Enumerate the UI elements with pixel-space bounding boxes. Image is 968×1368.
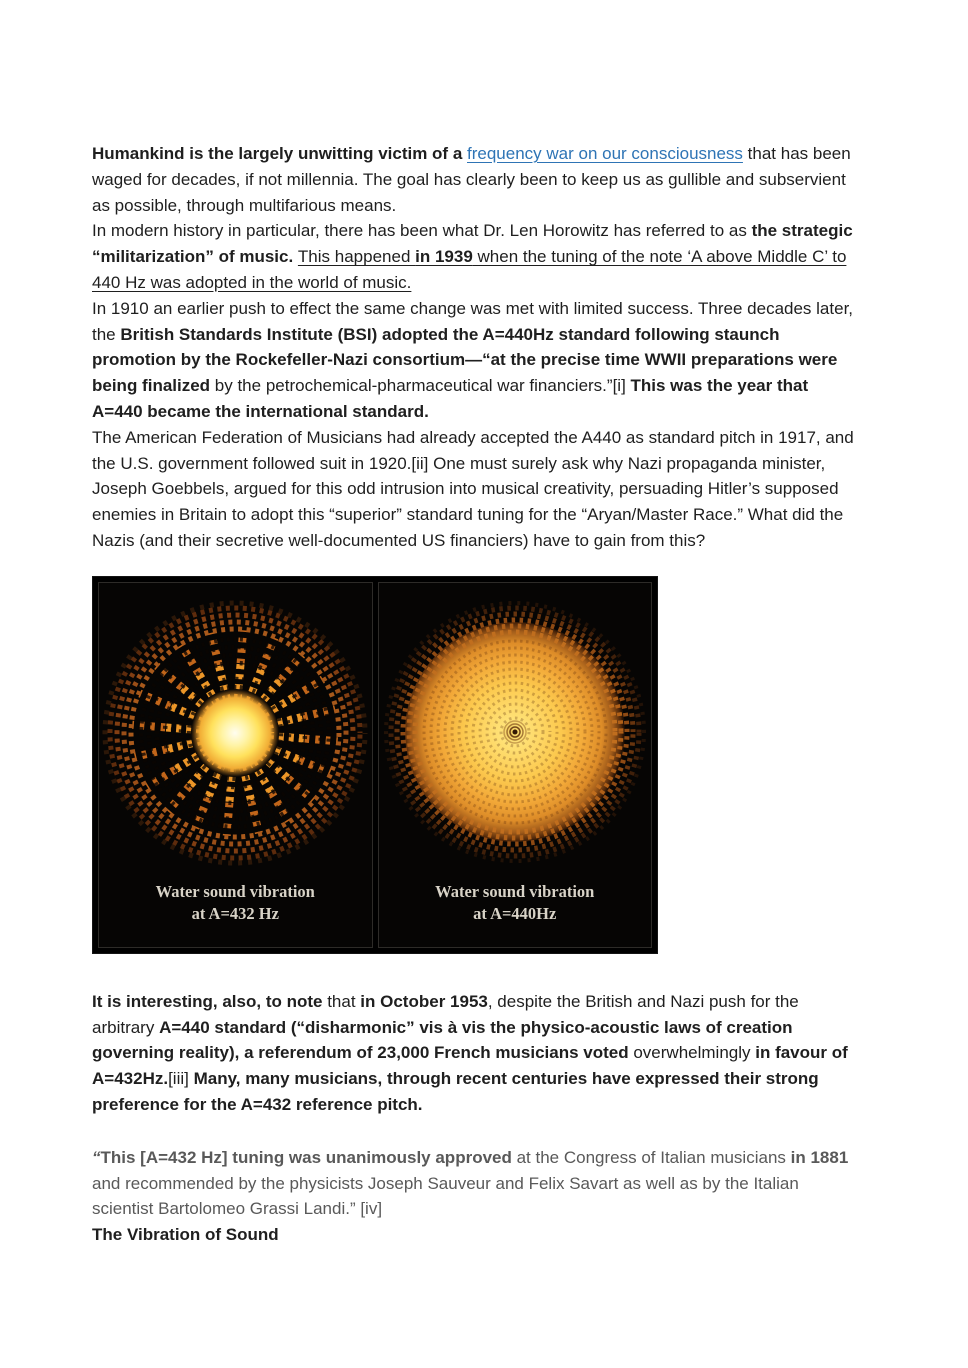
paragraph-italian-congress-quote: [92, 1145, 862, 1222]
paragraph-militarization-of-music: [92, 218, 862, 295]
figure-water-sound-vibration: [92, 576, 658, 954]
figure-caption-440: [435, 881, 594, 925]
text-segment: The Vibration of Sound: [92, 1225, 279, 1245]
text-segment: This was the year that A=440 became the international standard.: [92, 376, 809, 421]
paragraph-bsi-standard: [92, 296, 862, 425]
paragraph-american-federation: [92, 425, 862, 554]
text-segment: This [A=432 Hz] tuning was unanimously approved: [100, 1147, 517, 1167]
text-segment: The American Federation of Musicians had already accepted the A440 as standard pitch in 1917, and the U.S. government followed suit in 1920.[ii] One must surely ask why Nazi propaganda minister, Joseph Goebbels, argued for this odd intrusion into musical creativity, persuading Hitler’s supposed enemies in Britain to adopt this “superior” standard tuning for the “Aryan/Master Race.” What did the Nazis (and their secretive well-documented US financiers) have to gain from this?: [92, 427, 854, 550]
cymatics-432-image: [100, 583, 370, 883]
text-segment: at the Congress of Italian musicians: [516, 1147, 791, 1167]
text-segment: British Standards Institute (BSI) adopted the A=440Hz standard following staunch promotion by the Rockefeller-Nazi consortium—“at the precise time WWII preparations were being finalized: [92, 324, 838, 396]
figure-caption-432-line2: at A=432 Hz: [191, 903, 279, 923]
text-segment: in October 1953: [360, 991, 488, 1011]
text-segment: This happened: [297, 247, 416, 267]
text-segment: the strategic “militarization” of music.: [92, 221, 853, 267]
article-section-bottom: [92, 989, 862, 1248]
article-section-top: [92, 141, 862, 554]
text-segment: overwhelmingly: [633, 1043, 756, 1063]
figure-caption-432-line1: Water sound vibration: [155, 881, 315, 901]
text-segment: in 1939: [415, 247, 473, 267]
text-segment: in 1881: [790, 1147, 849, 1167]
text-segment: In 1910 an earlier push to effect the same change was met with limited success. Three decades later, the: [92, 298, 854, 344]
figure-caption-440-line1: Water sound vibration: [435, 881, 595, 901]
figure-panel-440: [378, 582, 653, 948]
text-segment: and recommended by the physicists Joseph Sauveur and Felix Savart as well as by the Italian scientist Bartolomeo Grassi Landi.” [iv]: [92, 1173, 799, 1219]
paragraph-french-referendum: [92, 989, 862, 1118]
text-segment: that has been waged for decades, if not millennia. The goal has clearly been to keep us as gullible and subservient as possible, through multifarious means.: [92, 144, 851, 215]
figure-caption-440-line2: at A=440Hz: [473, 903, 557, 923]
article-body: [92, 141, 862, 1248]
text-segment: It is interesting, also, to note: [92, 991, 328, 1011]
text-segment: when the tuning of the note ‘A above Middle C’ to 440 Hz was adopted in the world of music.: [92, 247, 847, 292]
text-segment: in favour of A=432Hz.: [92, 1043, 848, 1089]
text-segment: A=440 standard (“disharmonic” vis à vis the physico-acoustic laws of creation governing reality), a referendum of 23,000 French musicians voted: [92, 1017, 793, 1063]
text-segment: In modern history in particular, there has been what Dr. Len Horowitz has referred to as: [92, 221, 752, 241]
text-segment: , despite the British and Nazi push for the arbitrary: [92, 991, 799, 1037]
hyperlink-frequency-war[interactable]: frequency war on our consciousness: [467, 144, 743, 163]
figure-panel-432: [98, 582, 373, 948]
cymatics-440-image: [380, 583, 650, 883]
text-segment: that: [327, 991, 361, 1011]
figure-caption-432: [156, 881, 315, 925]
text-segment: Humankind is the largely unwitting victim of a: [92, 144, 467, 163]
text-segment: by the petrochemical-pharmaceutical war financiers.”[i]: [210, 376, 631, 396]
text-segment: Many, many musicians, through recent centuries have expressed their strong preference for the A=432 reference pitch.: [92, 1069, 819, 1114]
paragraph-vibration-of-sound-heading: [92, 1222, 862, 1248]
text-segment: “: [92, 1147, 101, 1167]
text-segment: [iii]: [168, 1069, 194, 1089]
paragraph-frequency-war: [92, 141, 862, 218]
